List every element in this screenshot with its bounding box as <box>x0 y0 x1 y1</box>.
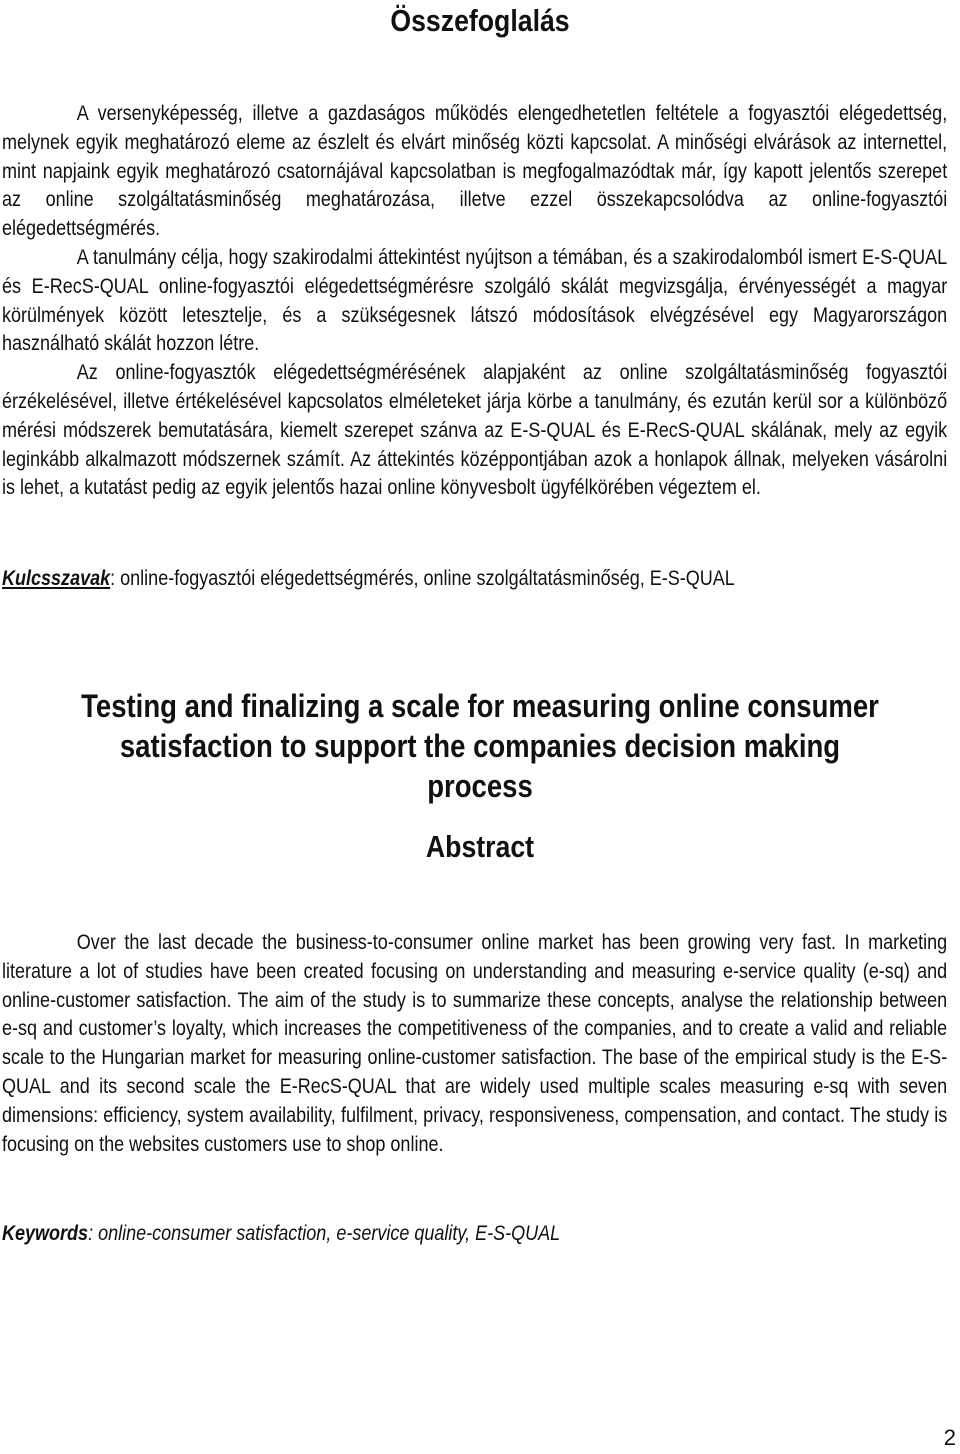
hungarian-keywords <box>2 565 947 593</box>
hungarian-keywords-text: : online-fogyasztói elégedettségmérés, online szolgáltatásminőség, E-S-QUAL <box>110 567 735 590</box>
hungarian-paragraph-2: A tanulmány célja, hogy szakirodalmi áttekintést nyújtson a témában, és a szakirodalomból ismert E-S-QUAL és E-RecS-QUAL online-fogyasztói elégedettségmérésre szolgáló skálát megvizsgálja, érvényességét a magyar körülmények között letesztelje, és a szükségesnek látszó módosítások elvégzésével egy Magyarországon használható skálát hozzon létre. <box>2 245 948 356</box>
abstract-heading: Abstract <box>425 829 535 864</box>
english-title-line-1: Testing and finalizing a scale for measuring online consumer <box>81 688 879 724</box>
page-number: 2 <box>943 1425 956 1450</box>
english-title-line-2: satisfaction to support the companies decision making process <box>119 728 841 804</box>
english-keywords-label: Keywords <box>2 1222 89 1245</box>
english-keywords-text: : online-consumer satisfaction, e-service quality, E-S-QUAL <box>88 1222 561 1245</box>
hungarian-paragraph-3: Az online-fogyasztók elégedettségmérésének alapjaként az online szolgáltatásminőség fogyasztói érzékelésével, illetve értékelésével kapcsolatos elméleteket járja körbe a tanulmány, és ezután kerül sor a különböző mérési módszerek bemutatására, kiemelt szerepet szánva az E-S-QUAL és E-RecS-QUAL skálának, mely az egyik leginkább alkalmazott módszernek számít. Az áttekintés középpontjában azok a honlapok állnak, melyeken vásárolni is lehet, a kutatást pedig az egyik jelentős hazai online könyvesbolt ügyfélkörében végeztem el. <box>2 361 948 500</box>
english-paper-title <box>67 686 893 806</box>
hungarian-summary-title: Összefoglalás <box>390 3 570 38</box>
english-abstract-body <box>2 929 947 1159</box>
english-keywords <box>2 1220 947 1248</box>
hungarian-keywords-label: Kulcsszavak <box>2 567 111 590</box>
hungarian-summary-body <box>2 100 947 503</box>
english-abstract-paragraph: Over the last decade the business-to-consumer online market has been growing very fast. In marketing literature a lot of studies have been created focusing on understanding and measuring e-service quality (e-sq) and online-customer satisfaction. The aim of the study is to summarize these concepts, analyse the relationship between e-sq and customer’s loyalty, which increases the competitiveness of the companies, and to create a valid and reliable scale to the Hungarian market for measuring online-customer satisfaction. The base of the empirical study is the E-S-QUAL and its second scale the E-RecS-QUAL that are widely used multiple scales measuring e-sq with seven dimensions: efficiency, system availability, fulfilment, privacy, responsiveness, compensation, and contact. The study is focusing on the websites customers use to shop online. <box>2 931 948 1156</box>
hungarian-paragraph-1: A versenyképesség, illetve a gazdaságos működés elengedhetetlen feltétele a fogyasztói elégedettség, melynek egyik meghatározó eleme az észlelt és elvárt minőség közti kapcsolat. A minőségi elvárások az internettel, mint napjaink egyik meghatározó csatornájával kapcsolatban is megfogalmazódtak már, így kapott jelentős szerepet az online szolgáltatásminőség meghatározása, illetve ezzel összekapcsolódva az online-fogyasztói elégedettségmérés. <box>2 102 948 241</box>
